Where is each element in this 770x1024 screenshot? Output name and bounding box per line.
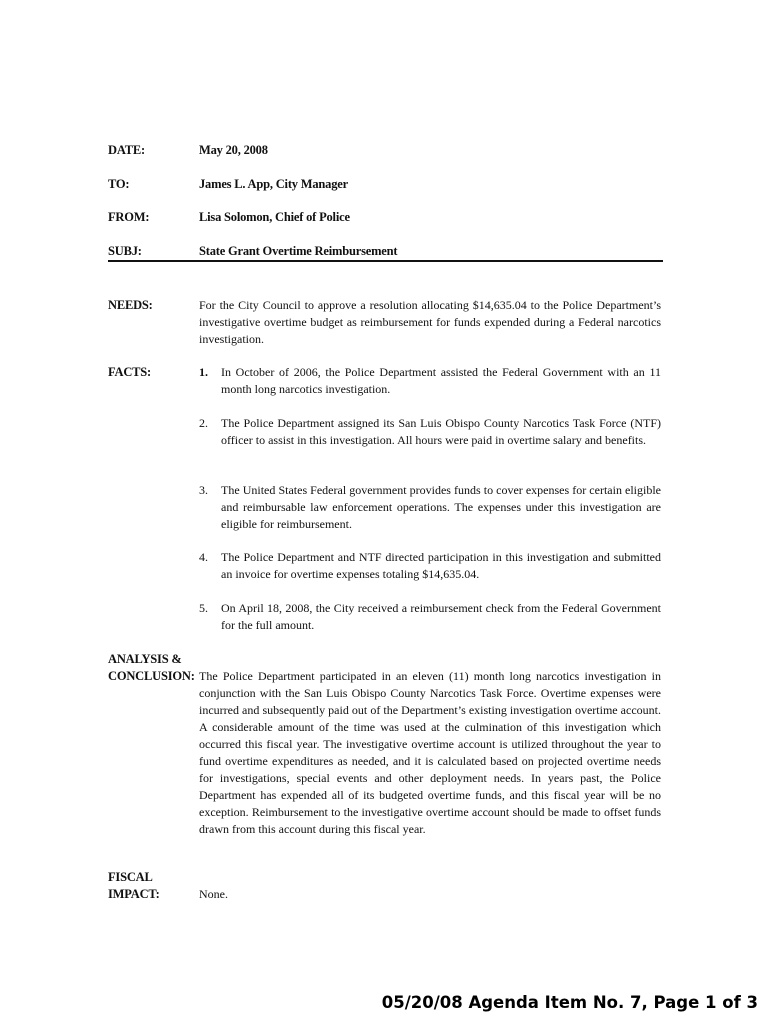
analysis-text: The Police Department participated in an eleven (11) month long narcotics investigation in conjunction with the San Luis Obispo County Narcotics Task Force. Overtime expenses were incurred and subsequently paid out of the Department’s existing investigation overtime account. A considerable amount of the time was used at the culmination of this investigation which occurred this fiscal year. The investigative overtime account is utilized throughout the year to fund overtime expenditures as needed, and it is calculated based on projected overtime needs for investigations, special events and other deployment needs. In years past, the Police Department has expended all of its budgeted overtime funds, and this fiscal year will be no exception. Reimbursement to the investigative overtime account should be made to offset funds drawn from this account during this fiscal year. — [199, 669, 661, 836]
to-label: TO: — [108, 177, 130, 191]
analysis-label-line2: CONCLUSION: — [108, 669, 195, 683]
page-footer: 05/20/08 Agenda Item No. 7, Page 1 of 3 — [381, 993, 758, 1012]
fact-text: In October of 2006, the Police Department assisted the Federal Government with an 11 month long narcotics investigation. — [221, 365, 661, 396]
fiscal-label-line1: FISCAL — [108, 870, 153, 884]
needs-label: NEEDS: — [108, 298, 153, 312]
fact-item — [199, 364, 661, 398]
analysis-label — [108, 651, 195, 685]
fact-item — [199, 415, 661, 449]
fact-text: The Police Department assigned its San Luis Obispo County Narcotics Task Force (NTF) officer to assist in this investigation. All hours were paid in overtime salary and benefits. — [221, 416, 661, 447]
fact-number: 5. — [199, 601, 208, 615]
fact-number: 2. — [199, 416, 208, 430]
fact-number: 3. — [199, 483, 208, 497]
date-value: May 20, 2008 — [199, 143, 268, 157]
to-value: James L. App, City Manager — [199, 177, 348, 191]
fact-item — [199, 600, 661, 634]
facts-label: FACTS: — [108, 365, 152, 379]
analysis-label-line1: ANALYSIS & — [108, 652, 182, 666]
header-divider — [108, 260, 663, 262]
fact-item — [199, 482, 661, 533]
fact-text: The Police Department and NTF directed participation in this investigation and submitted an invoice for overtime expenses totaling $14,635.04. — [221, 550, 661, 581]
subj-value: State Grant Overtime Reimbursement — [199, 244, 398, 258]
fact-number: 1. — [199, 365, 208, 379]
needs-text: For the City Council to approve a resolution allocating $14,635.04 to the Police Department’s investigative overtime budget as reimbursement for funds expended during a Federal narcotics investigation. — [199, 298, 661, 346]
date-label: DATE: — [108, 143, 145, 157]
fiscal-label-line2: IMPACT: — [108, 887, 160, 901]
fiscal-label — [108, 869, 160, 903]
fact-number: 4. — [199, 550, 208, 564]
fact-text: The United States Federal government provides funds to cover expenses for certain eligible and reimbursable law enforcement operations. The expenses under this investigation are eligible for reimbursement. — [221, 483, 661, 531]
fact-text: On April 18, 2008, the City received a reimbursement check from the Federal Government for the full amount. — [221, 601, 661, 632]
subj-label: SUBJ: — [108, 244, 142, 258]
from-label: FROM: — [108, 210, 150, 224]
fact-item — [199, 549, 661, 583]
from-value: Lisa Solomon, Chief of Police — [199, 210, 350, 224]
fiscal-text: None. — [199, 887, 228, 901]
